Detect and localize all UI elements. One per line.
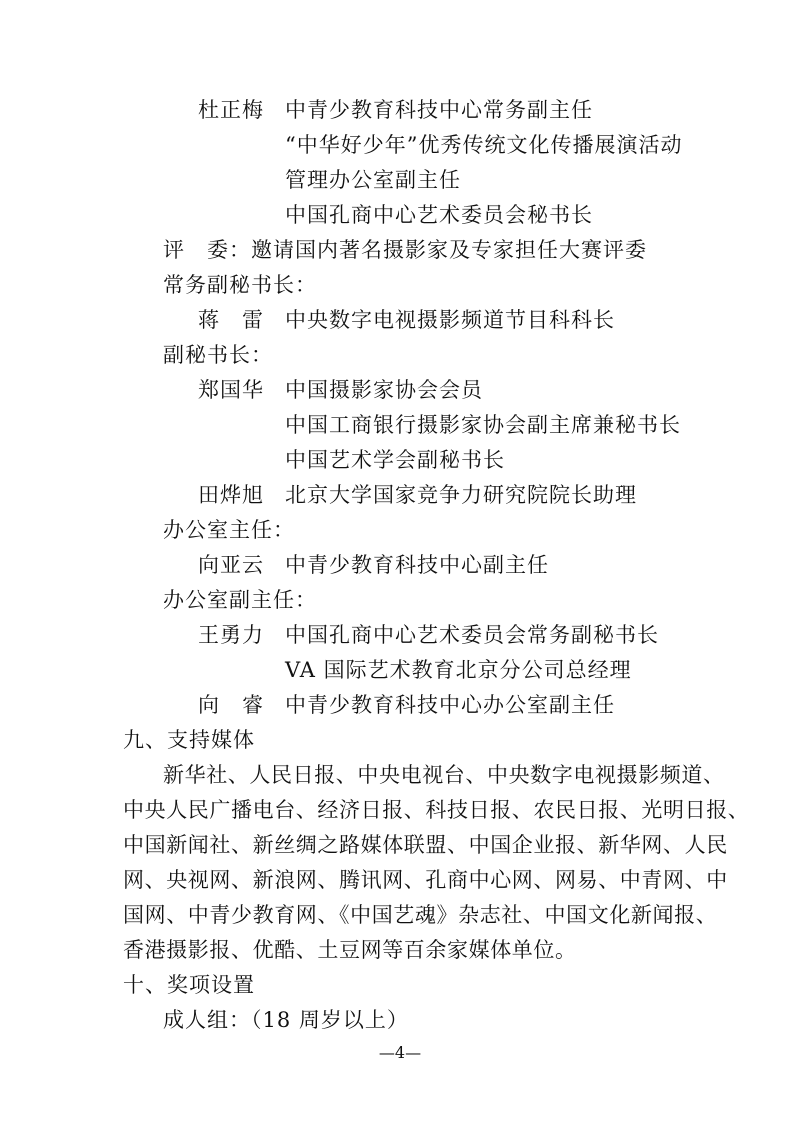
member-name: 王勇力 (198, 623, 264, 647)
judges-text: 邀请国内著名摄影家及专家担任大赛评委 (251, 238, 647, 262)
member-title: 中国孔商中心艺术委员会秘书长 (285, 203, 593, 227)
member-title: VA 国际艺术教育北京分公司总经理 (285, 658, 632, 682)
media-line: 中国新闻社、新丝绸之路媒体联盟、中国企业报、新华网、人民 (123, 833, 728, 857)
member-title: 北京大学国家竞争力研究院院长助理 (285, 483, 637, 507)
member-name: 向 睿 (198, 693, 264, 717)
adult-group-row (163, 1007, 409, 1033)
member-name: 田烨旭 (198, 483, 264, 507)
role-heading: 办公室主任： (163, 518, 295, 542)
section-title: 十、奖项设置 (123, 973, 255, 997)
role-heading: 常务副秘书长： (163, 273, 317, 297)
member-title: 中青少教育科技中心常务副主任 (285, 98, 593, 122)
member-title: 中青少教育科技中心办公室副主任 (285, 693, 615, 717)
section-title: 九、支持媒体 (123, 728, 255, 752)
member-title: 中国摄影家协会会员 (285, 378, 483, 402)
media-line: 中央人民广播电台、经济日报、科技日报、农民日报、光明日报、 (123, 798, 750, 822)
adult-group-note: （18 周岁以上） (251, 1008, 409, 1032)
judges-label: 评 委： (163, 238, 251, 262)
member-title: 中青少教育科技中心副主任 (285, 553, 549, 577)
role-heading: 办公室副主任： (163, 588, 317, 612)
member-name: 郑国华 (198, 378, 264, 402)
media-line: 香港摄影报、优酷、土豆网等百余家媒体单位。 (123, 938, 577, 962)
member-title: 中央数字电视摄影频道节目科科长 (285, 308, 615, 332)
role-heading: 副秘书长： (163, 343, 273, 367)
member-name: 杜正梅 (198, 98, 264, 122)
member-name: 蒋 雷 (198, 308, 264, 332)
member-title: 管理办公室副主任 (285, 168, 461, 192)
member-title: 中国艺术学会副秘书长 (285, 448, 505, 472)
member-name: 向亚云 (198, 553, 264, 577)
media-line: 新华社、人民日报、中央电视台、中央数字电视摄影频道、 (163, 763, 725, 787)
media-line: 国网、中青少教育网、《中国艺魂》杂志社、中国文化新闻报、 (123, 903, 718, 927)
member-title: 中国孔商中心艺术委员会常务副秘书长 (285, 623, 659, 647)
adult-group-label: 成人组： (163, 1008, 251, 1032)
page-number: —4— (378, 1043, 422, 1062)
media-line: 网、央视网、新浪网、腾讯网、孔商中心网、网易、中青网、中 (123, 868, 728, 892)
member-title: “中华好少年”优秀传统文化传播展演活动 (285, 133, 683, 157)
member-title: 中国工商银行摄影家协会副主席兼秘书长 (285, 413, 681, 437)
judges-row (163, 237, 647, 263)
